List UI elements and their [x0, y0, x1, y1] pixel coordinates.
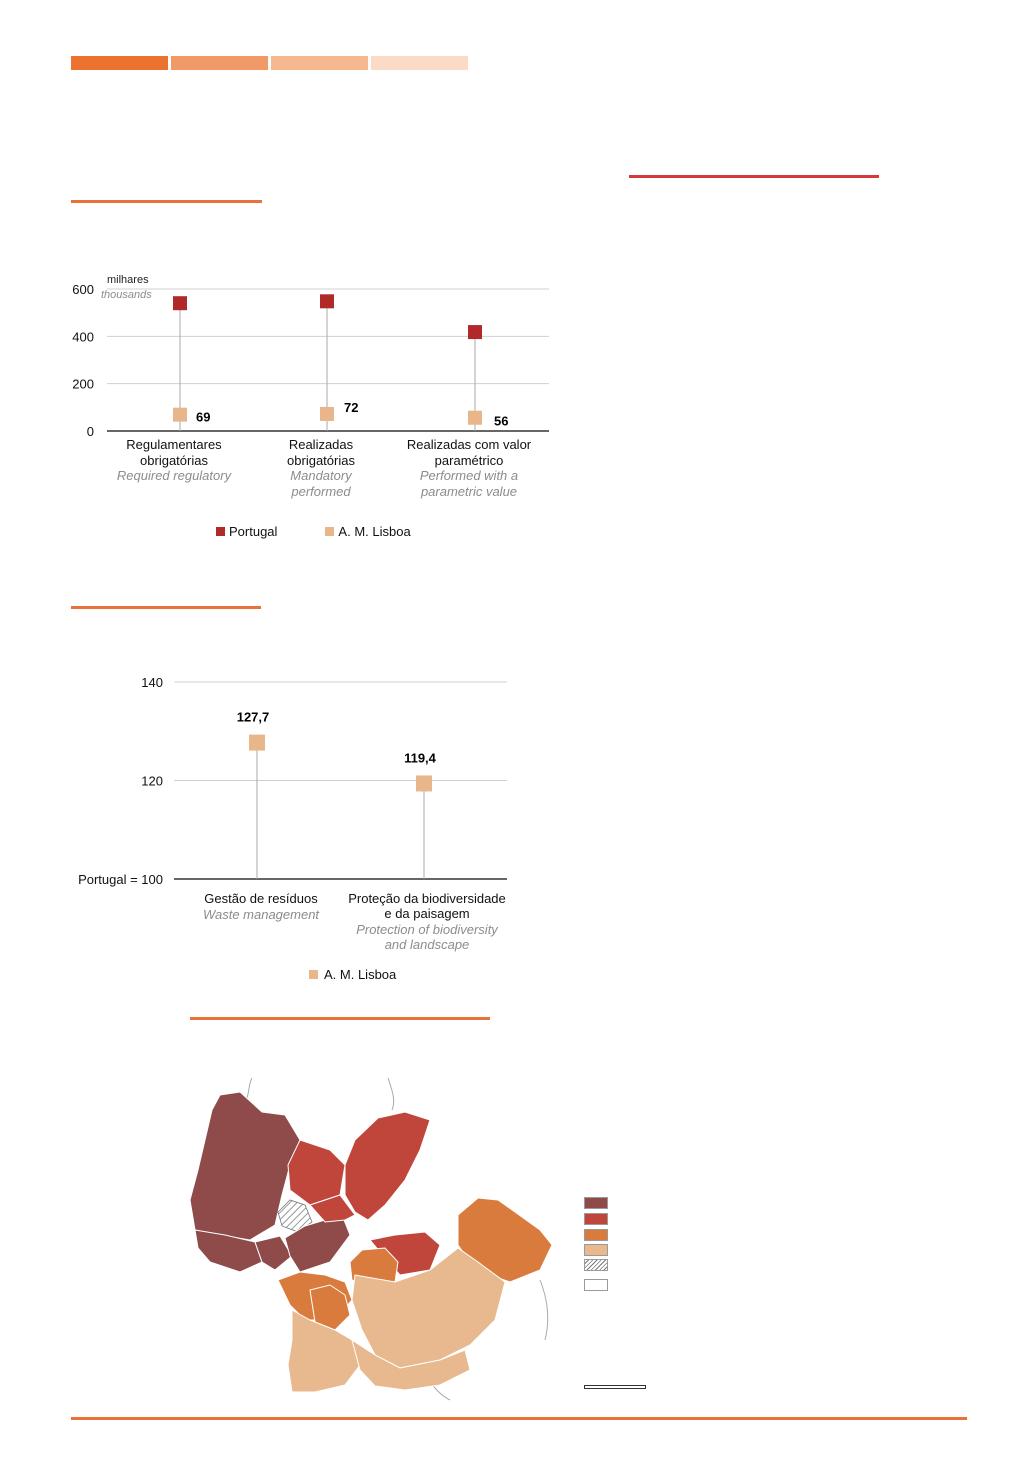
- unit-label: milhares: [107, 274, 149, 286]
- footer-rule: [71, 1417, 967, 1420]
- category-label-en: Mandatory: [290, 468, 352, 483]
- unit-label-en: thousands: [101, 289, 152, 301]
- data-label-lisboa: 56: [494, 413, 509, 429]
- category-label-en: Protection of biodiversity: [356, 922, 498, 937]
- legend-swatch-lisboa-2: [309, 970, 318, 979]
- point-portugal: [320, 294, 334, 308]
- category-label-pt: obrigatórias: [287, 453, 355, 468]
- chart1-legend: [216, 524, 411, 539]
- point-lisboa: [416, 775, 432, 791]
- legend-swatch-portugal: [216, 527, 225, 536]
- section-rule-1: [71, 200, 262, 203]
- header-bar-4: [371, 56, 468, 70]
- map-scale-bar: [584, 1385, 646, 1389]
- legend-label-lisboa: A. M. Lisboa: [338, 524, 411, 539]
- y-tick-label: 400: [72, 329, 94, 345]
- map-legend-class-1: [584, 1197, 608, 1209]
- header-bar-1: [71, 56, 168, 70]
- legend-label-lisboa-2: A. M. Lisboa: [324, 967, 397, 982]
- category-label-pt: Proteção da biodiversidade: [348, 891, 506, 906]
- y-tick-label: 200: [72, 376, 94, 392]
- map-legend-class-3: [584, 1229, 608, 1241]
- category-label-en: Waste management: [202, 907, 320, 922]
- map-legend-class-6: [584, 1279, 608, 1291]
- data-label-lisboa: 72: [344, 399, 359, 415]
- sidebar-rule: [629, 175, 879, 178]
- category-label-en: Performed with a: [419, 468, 519, 483]
- category-label-pt: obrigatórias: [140, 453, 208, 468]
- data-label-lisboa: 127,7: [236, 709, 270, 725]
- chart-index: [0, 660, 560, 960]
- category-label-pt: paramétrico: [434, 453, 504, 468]
- y-tick-label: 120: [141, 773, 163, 789]
- section-rule-3: [190, 1017, 490, 1020]
- header-bar-3: [271, 56, 368, 70]
- legend-swatch-lisboa: [325, 527, 334, 536]
- chart-analyses: [0, 260, 600, 520]
- category-label-en: performed: [291, 484, 351, 499]
- point-lisboa: [173, 408, 187, 422]
- region-map: [180, 1070, 570, 1410]
- map-legend-class-4: [584, 1244, 608, 1256]
- y-tick-label: 0: [86, 424, 94, 439]
- legend-label-portugal: Portugal: [229, 524, 278, 539]
- y-tick-label: 600: [72, 282, 94, 297]
- category-label-pt: Realizadas com valor: [406, 437, 532, 452]
- section-rule-2: [71, 606, 261, 609]
- chart2-legend: [309, 967, 396, 982]
- category-label-pt: Gestão de resíduos: [204, 891, 318, 906]
- map-legend-class-5: [584, 1259, 608, 1271]
- data-label-lisboa: 69: [196, 409, 211, 425]
- point-portugal: [173, 296, 187, 310]
- map-region-vfxira: [345, 1112, 430, 1220]
- category-label-pt: e da paisagem: [384, 906, 470, 921]
- point-lisboa: [320, 407, 334, 421]
- header-bar-2: [171, 56, 268, 70]
- y-tick-label: Portugal = 100: [78, 872, 163, 887]
- map-legend-class-2: [584, 1213, 608, 1225]
- category-label-pt: Regulamentares: [126, 437, 222, 452]
- y-tick-label: 140: [141, 675, 163, 690]
- point-portugal: [468, 325, 482, 339]
- category-label-en: and landscape: [384, 937, 470, 952]
- map-region-loures: [288, 1140, 345, 1205]
- category-label-en: Required regulatory: [116, 468, 232, 483]
- data-label-lisboa: 119,4: [404, 750, 436, 766]
- category-label-en: parametric value: [420, 484, 518, 499]
- category-label-pt: Realizadas: [288, 437, 354, 452]
- point-lisboa: [468, 411, 482, 425]
- point-lisboa: [249, 735, 265, 751]
